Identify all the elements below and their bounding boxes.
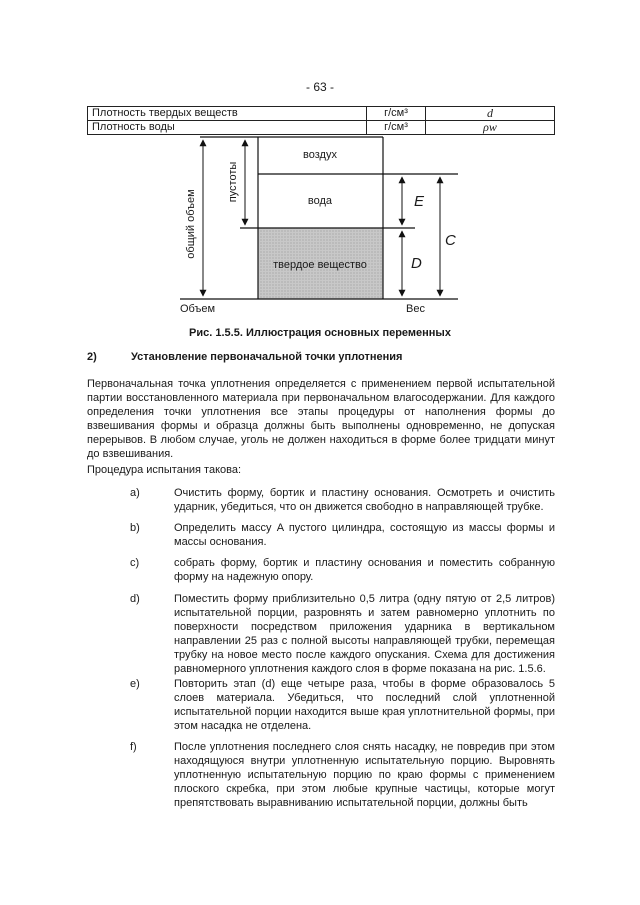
list-item-text: После уплотнения последнего слоя снять насадку, не повредив при этом находящуюся внутри уплотненную испытательную порцию. Выровнять уплотненную испытательную порцию по краю формы с применением плоского скребка, при этом любые крупные частицы, которые могут препятствовать выравниванию испытательной порции, должны быть <box>174 741 555 809</box>
list-item-text: Поместить форму приблизительно 0,5 литра (одну пятую от 2,5 литров) испытательной порции, разровнять и затем равномерно уплотнить по поверхности посредством приложения ударника в вертикальном направлении 25 раз с полной высоты направляющей трубки, перемещая трубку на новое место после каждого опускания. Схема для достижения равномерного уплотнения каждого слоя в форме показана на рис. 1.5.6. <box>174 593 555 675</box>
list-item-label: a) <box>130 487 140 499</box>
table-row <box>88 107 555 121</box>
paragraph: Процедура испытания такова: <box>87 464 242 476</box>
section-heading <box>87 351 402 363</box>
parameters-table <box>87 106 555 135</box>
list-item-label: f) <box>130 741 137 753</box>
water-label: вода <box>307 195 333 207</box>
paragraph: Первоначальная точка уплотнения определяется с применением первой испытательной партии восстановленного материала при первоначальном влагосодержании. Для каждого определения точки уплотнения все этапы процедуры от наполнения формы до взвешивания формы и образца должны быть выполнены одновременно, не допуская перерывов. В любом случае, уголь не должен находиться в форме более тридцати минут до взвешивания. <box>87 378 555 460</box>
list-item-label: e) <box>130 678 140 690</box>
page-number: - 63 - <box>305 80 334 94</box>
list-item-label: b) <box>130 522 140 534</box>
E-label: E <box>414 193 425 210</box>
voids-label: пустоты <box>227 161 239 203</box>
list-item-text: Очистить форму, бортик и пластину основания. Осмотреть и очистить ударник, убедиться, что он движется свободно в направляющей трубке. <box>174 487 555 513</box>
table-cell-name: Плотность воды <box>88 121 367 135</box>
list-item-text: Повторить этап (d) еще четыре раза, чтобы в форме образовалось 5 слоев материала. Убедиться, что последний слой уплотненной испытательной порции находится выше края уплотнительной формы, при этом насадка не отделена. <box>174 678 555 732</box>
table-cell-name: Плотность твердых веществ <box>88 107 367 121</box>
solid-label: твердое вещество <box>273 259 367 271</box>
figure-caption: Рис. 1.5.5. Иллюстрация основных переменных <box>189 327 451 339</box>
list-item-text: собрать форму, бортик и пластину основания и поместить собранную форму на надежную опору. <box>174 557 555 583</box>
table-cell-unit: г/см³ <box>367 107 426 121</box>
table-row <box>88 121 555 135</box>
C-label: C <box>445 232 456 249</box>
section-title: Установление первоначальной точки уплотнения <box>131 351 403 363</box>
section-number: 2) <box>87 351 97 363</box>
list-item-label: c) <box>130 557 140 569</box>
table-cell-unit: г/см³ <box>367 121 426 135</box>
table-cell-symbol: ρw <box>426 121 555 135</box>
phase-diagram <box>140 134 470 314</box>
table-cell-symbol: d <box>426 107 555 121</box>
volume-label: Объем <box>180 303 216 314</box>
list-item-text: Определить массу A пустого цилиндра, состоящую из массы формы и массы основания. <box>174 522 555 548</box>
D-label: D <box>411 255 422 272</box>
total-volume-label: общий объем <box>185 189 197 259</box>
air-label: воздух <box>303 149 337 161</box>
list-item-label: d) <box>130 593 140 605</box>
weight-label: Вес <box>406 303 425 314</box>
